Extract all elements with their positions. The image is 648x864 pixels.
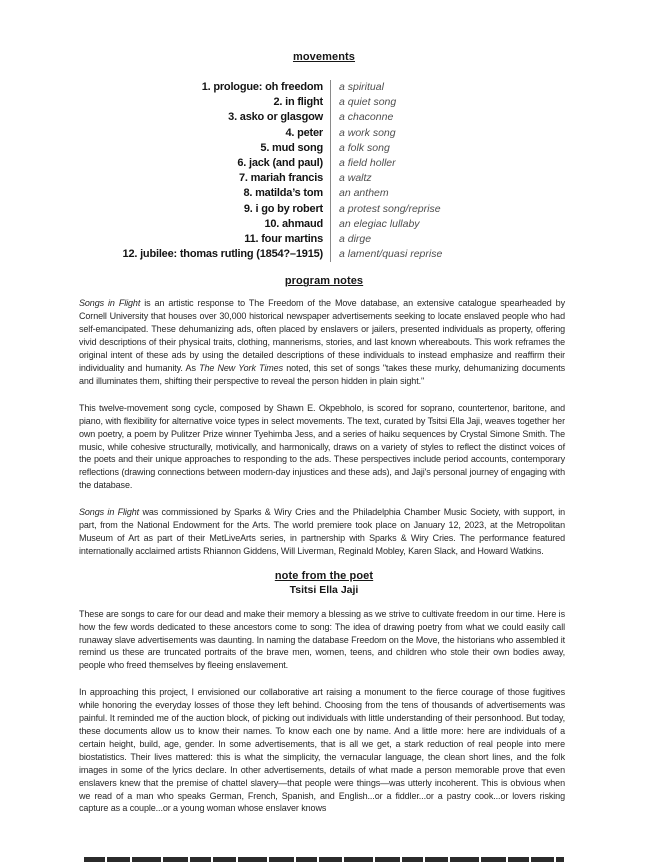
text: This twelve-movement song cycle, composed by Shawn E. Okpebholo, is scored for soprano, countertenor, baritone, and piano, with flexibility for alternative voice types in select movements. The text, curated by Tsitsi Ella Jaji, weaves together her own poetry, a poem by Pulitzer Prize winner Tyehimba Jess, and a series of haiku sequences by Crystal Simone Smith. The music, while cohesive structurally, motivically, and harmonically, draws on a variety of styles to reflect the distinct voices of the poets and their unique approaches to responding to the ads. These perspectives include period accounts, contemporary reflections (drawing connections between modern-day injustices and these ads), and Jaji's personal journey of engaging with the database. <box>79 402 565 491</box>
movement-row <box>86 171 648 186</box>
movement-row <box>86 95 648 110</box>
movements-heading: movements <box>292 51 356 63</box>
movement-descriptor: a field holler <box>339 157 396 170</box>
movement-row <box>86 232 648 247</box>
program-notes-paragraph <box>79 297 565 387</box>
movement-row <box>86 202 648 217</box>
italic-text: The New York Times <box>199 362 283 373</box>
movements-list <box>86 80 648 262</box>
movement-row <box>86 217 648 232</box>
movement-row <box>86 186 648 201</box>
clipped-bottom-text-line <box>84 857 564 862</box>
movement-title: 4. peter <box>86 126 331 141</box>
program-notes-paragraph <box>79 402 565 492</box>
poet-note-paragraph <box>79 608 565 673</box>
movement-row <box>86 141 648 156</box>
movement-descriptor: a dirge <box>339 233 372 246</box>
italic-text: Songs in Flight <box>79 298 141 309</box>
movement-title: 1. prologue: oh freedom <box>86 80 331 95</box>
program-notes-heading: program notes <box>284 275 364 288</box>
movement-title: 5. mud song <box>86 141 331 156</box>
movement-descriptor: a quiet song <box>339 96 397 109</box>
movement-row <box>86 80 648 95</box>
movement-row <box>86 110 648 125</box>
text: noted, this set of songs "takes these murky, dehumanizing documents and illuminates them, shifting their perspective to reveal the person hidden in plain sight." <box>79 362 565 386</box>
text: was commissioned by Sparks & Wiry Cries and the Philadelphia Chamber Music Society, with support, in part, from the National Endowment for the Arts. The world premiere took place on January 12, 2023, at the Metropolitan Museum of Art as part of their MetLiveArts series, in partnership with Sparks & Wiry Cries. The performance featured internationally acclaimed artists Rhiannon Giddens, Will Liverman, Reginald Mobley, Karen Slack, and Howard Watkins. <box>79 507 565 556</box>
text: In approaching this project, I envisioned our collaborative art raising a monument to the fierce courage of those fugitives while honoring the everyday losses of those they left behind. Choosing from the tens of thousands of advertisements was painful. It reminded me of the auction block, of picking out individuals with little understanding of their personhood. But today, these documents allow us to know their names. To know each one by name. And a little more: here are individuals of a certain height, build, age, gender. In some advertisements, that is all we get, a stark reduction of real people into mere biostatistics. Their lives mattered: this is what the simplicity, the vernacular language, the clean short lines, and the folk images in some of the lyrics declare. In other advertisements, details of what made a person memorable prove that even enslavers knew that the premise of chattel slavery—that people were things—was utterly incoherent. This is obvious when we read of a man who speaks German, French, Spanish, and English...or a fiddler...or a pastry cook...or lovers risking capture as a couple...or a young woman whose enslaver knows <box>79 687 565 814</box>
movement-title: 9. i go by robert <box>86 202 331 217</box>
movement-row <box>86 126 648 141</box>
movement-row <box>86 156 648 171</box>
poet-byline: Tsitsi Ella Jaji <box>289 583 359 596</box>
italic-text: Songs in Flight <box>79 507 140 518</box>
movement-descriptor: a protest song/reprise <box>339 202 441 215</box>
program-notes-body <box>79 297 565 557</box>
movement-title: 10. ahmaud <box>86 217 331 232</box>
movement-descriptor: a waltz <box>339 172 372 185</box>
text: These are songs to care for our dead and make their memory a blessing as we strive to cultivate freedom in our time. Here is how the few words dedicated to these ancestors come to song: The idea of drawing poetry from what we could easily call runaway slave advertisements was daunting. In naming the database Freedom on the Move, the historians who assembled it remind us these are truncated portraits of the brave men, women, teens, and children who stole their own bodies away, people who freed themselves by fleeing enslavement. <box>79 608 565 671</box>
movement-descriptor: a folk song <box>339 141 390 154</box>
movement-descriptor: an elegiac lullaby <box>339 217 420 230</box>
movement-title: 6. jack (and paul) <box>86 156 331 171</box>
movement-title: 3. asko or glasgow <box>86 110 331 125</box>
movement-descriptor: an anthem <box>339 187 389 200</box>
movement-title: 11. four martins <box>86 232 331 247</box>
poet-note-paragraph <box>79 686 565 815</box>
movement-title: 8. matilda’s tom <box>86 186 331 201</box>
program-notes-paragraph <box>79 506 565 558</box>
movement-descriptor: a spiritual <box>339 81 384 93</box>
movement-row <box>86 247 648 262</box>
poet-note-body <box>79 608 565 816</box>
movement-descriptor: a work song <box>339 126 396 139</box>
movement-descriptor: a chaconne <box>339 111 394 124</box>
movement-descriptor: a lament/quasi reprise <box>339 248 443 261</box>
poet-note-heading: note from the poet <box>274 569 374 582</box>
text: is an artistic response to The Freedom of the Move database, an extensive catalogue spearheaded by Cornell University that houses over 30,000 historical newspaper advertisements seeking to locate enslaved people who had self-emancipated. These dehumanizing ads, often placed by enslavers or jailers, presented individuals as property, offering vivid descriptions of their physical traits, clothing, mannerisms, stories, and last known whereabouts. This work reframes the original intent of these ads by using the detailed descriptions of these individuals to instead emphasize and reaffirm their individuality and humanity. As <box>79 298 565 373</box>
movement-title: 12. jubilee: thomas rutling (1854?–1915) <box>86 247 331 262</box>
movement-title: 2. in flight <box>86 95 331 110</box>
movement-title: 7. mariah francis <box>86 171 331 186</box>
